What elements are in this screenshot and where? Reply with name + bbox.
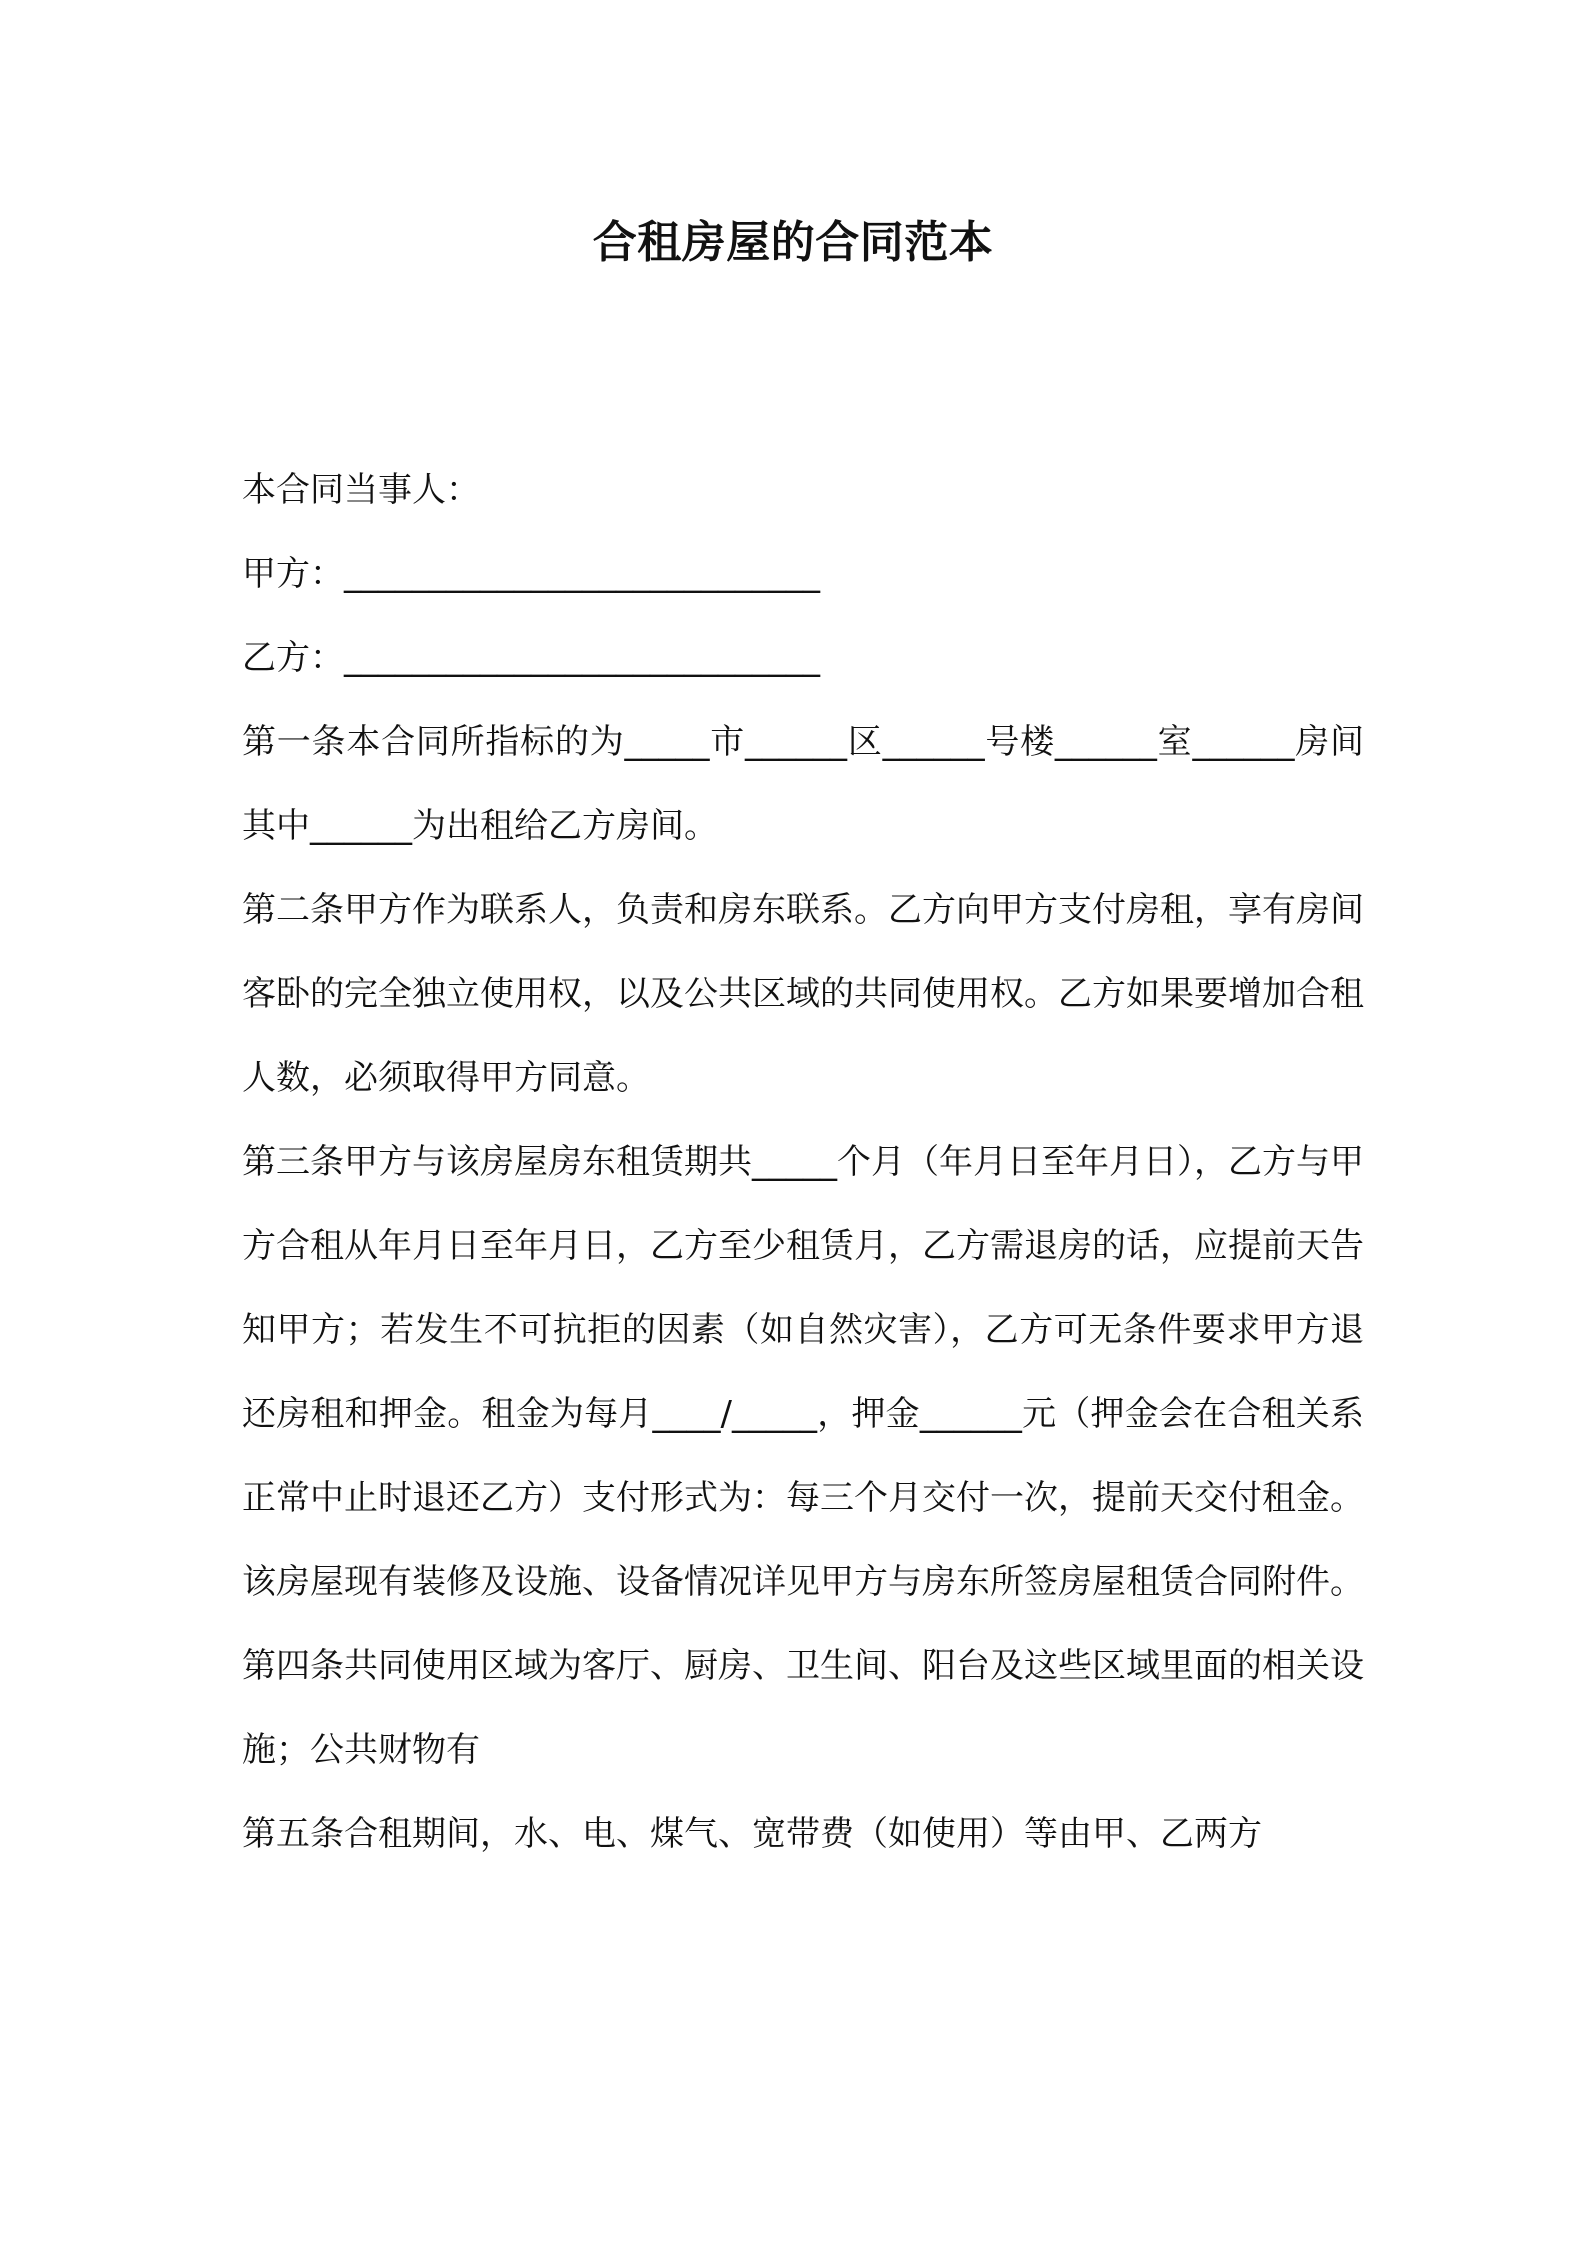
article-3: 第三条甲方与该房屋房东租赁期共_____个月（年月日至年月日），乙方与甲方合租从年月日至年月日，乙方至少租赁月，乙方需退房的话，应提前天告知甲方；若发生不可抗拒的因素（如自然灾害），乙方可无条件要求甲方退还房租和押金。租金为每月____/_____，押金______元（押金会在合租关系正常中止时退还乙方）支付形式为：每三个月交付一次，提前天交付租金。 xyxy=(242,1142,1364,1518)
facilities-note: 该房屋现有装修及设施、设备情况详见甲方与房东所签房屋租赁合同附件。 xyxy=(242,1562,1364,1602)
article-4: 第四条共同使用区域为客厅、厨房、卫生间、阳台及这些区域里面的相关设施；公共财物有 xyxy=(242,1646,1364,1770)
document-body xyxy=(242,448,1364,1876)
article-5: 第五条合租期间，水、电、煤气、宽带费（如使用）等由甲、乙两方 xyxy=(242,1814,1262,1854)
article-2: 第二条甲方作为联系人，负责和房东联系。乙方向甲方支付房租，享有房间客卧的完全独立使用权，以及公共区域的共同使用权。乙方如果要增加合租人数，必须取得甲方同意。 xyxy=(242,890,1364,1098)
party-b-line: 乙方：____________________________ xyxy=(242,638,820,678)
article-1: 第一条本合同所指标的为_____市______区______号楼______室______房间其中______为出租给乙方房间。 xyxy=(242,722,1364,846)
parties-heading: 本合同当事人： xyxy=(242,470,480,510)
party-a-line: 甲方：____________________________ xyxy=(242,554,820,594)
document-title: 合租房屋的合同范本 xyxy=(592,217,994,268)
